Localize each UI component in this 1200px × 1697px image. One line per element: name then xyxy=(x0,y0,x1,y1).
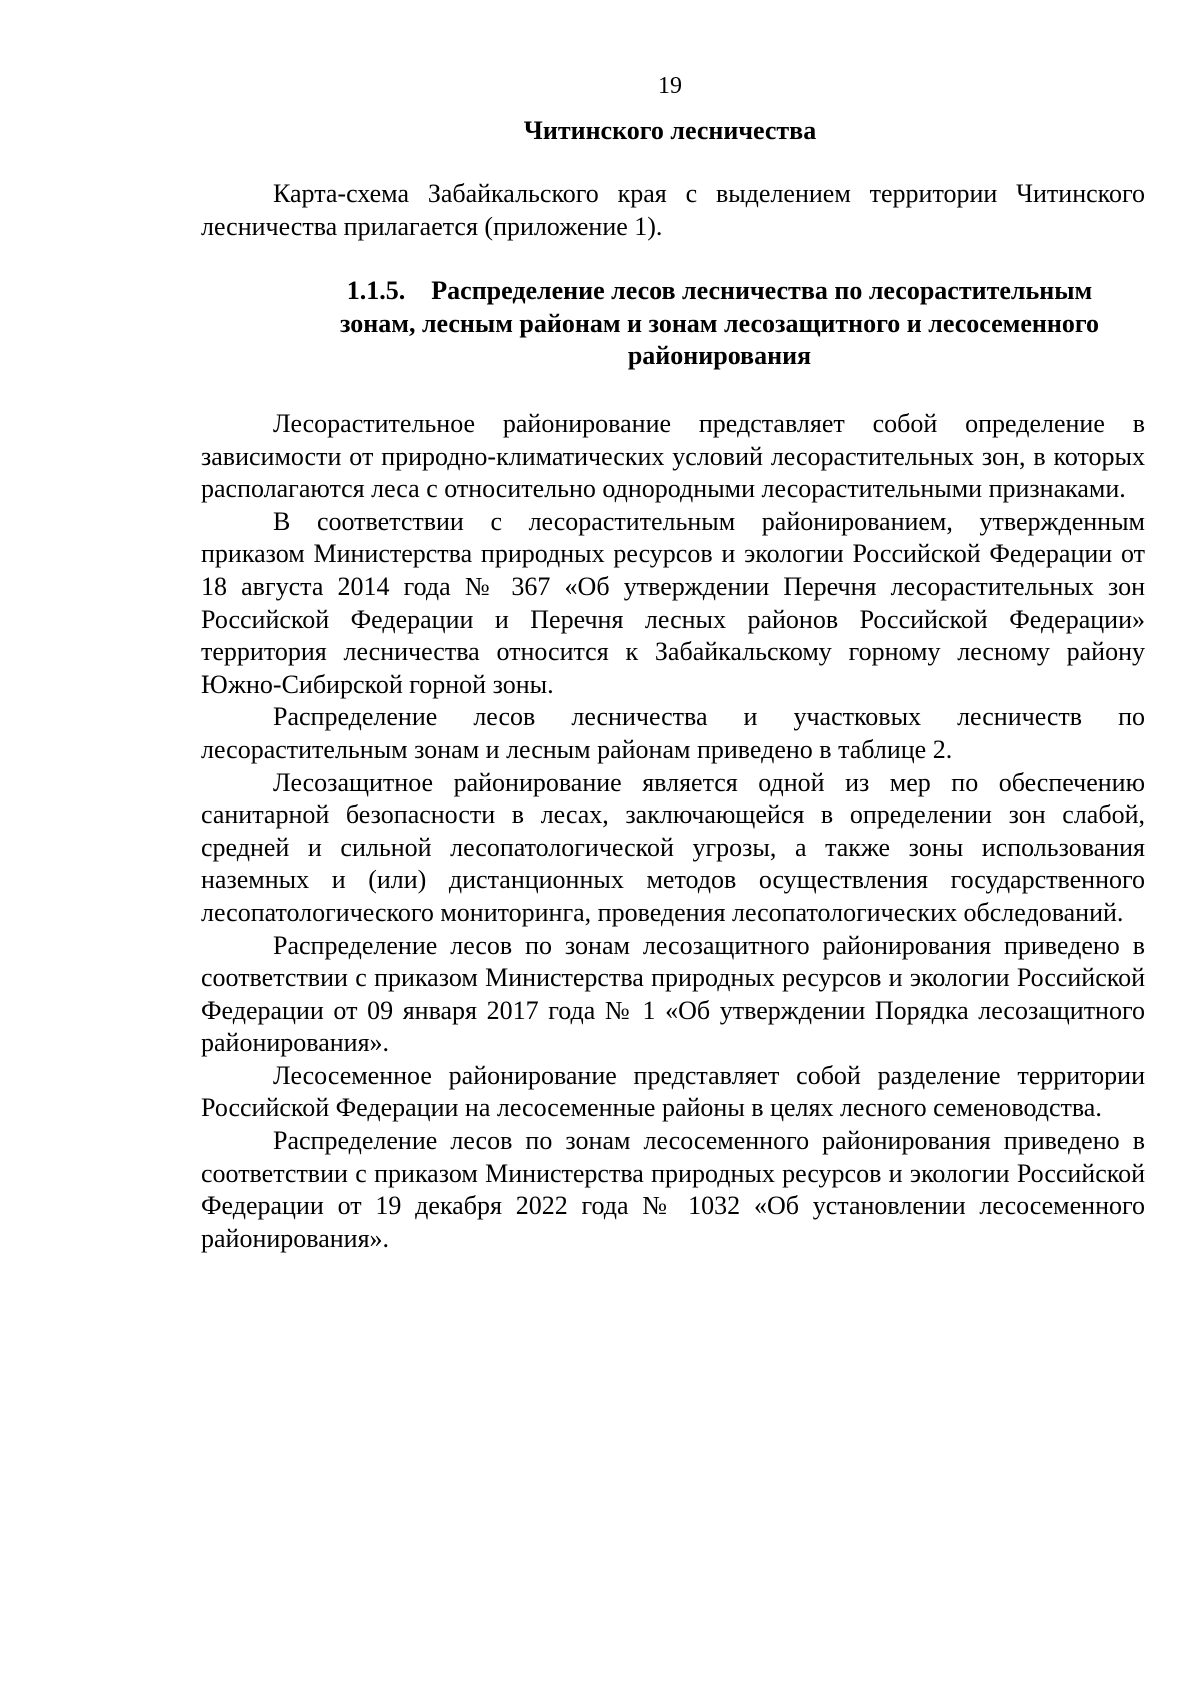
section-number: 1.1.5. xyxy=(346,276,406,305)
paragraph: Лесосеменное районирование представляет собой разделение территории Российской Федерации на лесосеменные районы в целях лесного семеноводства. xyxy=(201,1060,1145,1123)
paragraph: В соответствии с лесорастительным районированием, утвержденным приказом Министерства природных ресурсов и экологии Российской Федерации от 18 августа 2014 года № 367 «Об утверждении Перечня лесорастительных зон Российской Федерации и Перечня лесных районов Российской Федерации» территория лесничества относится к Забайкальскому горному лесному району Южно-Сибирской горной зоны. xyxy=(201,506,1145,699)
section-title-line-3: районирования xyxy=(627,341,812,371)
section-title-line-2: зонам, лесным районам и зонам лесозащитного и лесосеменного xyxy=(339,308,1100,338)
paragraph: Распределение лесов лесничества и участковых лесничеств по лесорастительным зонам и лесным районам приведено в таблице 2. xyxy=(201,702,1145,764)
section-heading xyxy=(294,275,1145,373)
paragraph: Лесозащитное районирование является одной из мер по обеспечению санитарной безопасности в лесах, заключающейся в определении зон слабой, средней и сильной лесопатологической угрозы, а также зоны использования наземных и (или) дистанционных методов осуществления государственного лесопатологического мониторинга, проведения лесопатологических обследований. xyxy=(201,767,1145,927)
body-text xyxy=(201,408,1145,1255)
section-title-line-1: Распределение лесов лесничества по лесорастительным xyxy=(431,276,1093,305)
page-number: 19 xyxy=(658,73,682,99)
paragraph: Лесорастительное районирование представляет собой определение в зависимости от природно-климатических условий лесорастительных зон, в которых располагаются леса с относительно однородными лесорастительными признаками. xyxy=(201,409,1145,504)
continued-heading: Читинского лесничества xyxy=(523,116,817,145)
intro-block xyxy=(201,178,1145,243)
paragraph: Распределение лесов по зонам лесосеменного районирования приведено в соответствии с приказом Министерства природных ресурсов и экологии Российской Федерации от 19 декабря 2022 года № 1032 «Об установлении лесосеменного районирования». xyxy=(201,1126,1145,1253)
section-heading-line-1 xyxy=(294,275,1145,308)
intro-paragraph: Карта-схема Забайкальского края с выделением территории Читинского лесничества прилагается (приложение 1). xyxy=(201,179,1145,241)
paragraph: Распределение лесов по зонам лесозащитного районирования приведено в соответствии с приказом Министерства природных ресурсов и экологии Российской Федерации от 09 января 2017 года № 1 «Об утверждении Порядка лесозащитного районирования». xyxy=(201,930,1145,1058)
